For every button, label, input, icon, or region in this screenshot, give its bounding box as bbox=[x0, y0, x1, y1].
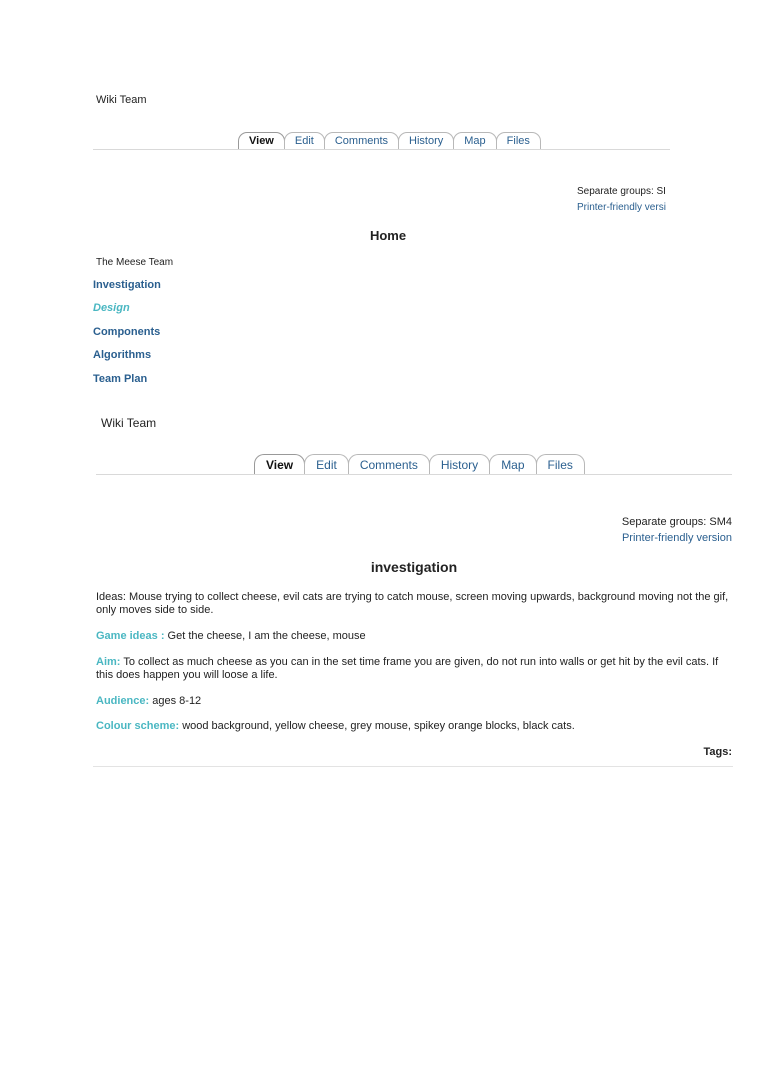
wiki-title: Wiki Team bbox=[96, 94, 147, 106]
colour-scheme-label: Colour scheme: bbox=[96, 720, 180, 732]
colour-scheme-text: wood background, yellow cheese, grey mouse, spikey orange blocks, black cats. bbox=[182, 720, 575, 732]
nav-link-team-plan[interactable]: Team Plan bbox=[93, 373, 148, 385]
nav-link-components[interactable]: Components bbox=[93, 326, 161, 338]
game-ideas-text: Get the cheese, I am the cheese, mouse bbox=[167, 630, 366, 642]
tab-divider bbox=[96, 474, 732, 475]
printer-friendly-link[interactable]: Printer-friendly version bbox=[621, 532, 732, 544]
page-divider bbox=[93, 766, 733, 767]
nav-link-investigation[interactable]: Investigation bbox=[93, 279, 161, 291]
wiki-title: Wiki Team bbox=[101, 416, 157, 430]
wiki-tabs bbox=[254, 454, 584, 475]
separate-groups-text: Separate groups: SI bbox=[577, 186, 666, 197]
nav-link-algorithms[interactable]: Algorithms bbox=[93, 349, 152, 361]
team-name: The Meese Team bbox=[96, 257, 174, 268]
tab-edit[interactable]: Edit bbox=[284, 132, 325, 150]
game-ideas-label: Game ideas : bbox=[96, 630, 165, 642]
tab-comments[interactable]: Comments bbox=[324, 132, 399, 150]
aim-label: Aim: bbox=[96, 656, 121, 668]
aim-paragraph bbox=[96, 656, 736, 682]
colour-scheme-paragraph bbox=[96, 720, 736, 733]
nav-link-design[interactable]: Design bbox=[93, 302, 130, 314]
audience-label: Audience: bbox=[96, 695, 150, 707]
aim-text: To collect as much cheese as you can in the set time frame you are given, do not run into walls or get hit by the evil cats. If this does happen you will loose a life. bbox=[96, 656, 719, 681]
page-title: investigation bbox=[370, 559, 458, 575]
tab-files[interactable]: Files bbox=[496, 132, 541, 150]
page-title: Home bbox=[369, 228, 407, 243]
audience-paragraph bbox=[96, 695, 736, 708]
wiki-tabs bbox=[238, 130, 540, 150]
tags-label: Tags: bbox=[703, 746, 732, 758]
tab-history[interactable]: History bbox=[429, 454, 490, 475]
tab-history[interactable]: History bbox=[398, 132, 454, 150]
tab-comments[interactable]: Comments bbox=[348, 454, 430, 475]
game-ideas-paragraph bbox=[96, 630, 736, 643]
audience-text: ages 8-12 bbox=[152, 695, 202, 707]
ideas-text: Mouse trying to collect cheese, evil cats are trying to catch mouse, screen moving upwards, background moving not the gif, only moves side to side. bbox=[96, 591, 729, 616]
tab-view[interactable]: View bbox=[254, 454, 305, 475]
ideas-paragraph bbox=[96, 591, 736, 617]
tab-map[interactable]: Map bbox=[489, 454, 536, 475]
separate-groups-text: Separate groups: SM4 bbox=[621, 516, 732, 528]
tab-divider bbox=[93, 149, 670, 150]
tab-view[interactable]: View bbox=[238, 132, 285, 150]
printer-friendly-link[interactable]: Printer-friendly versi bbox=[577, 202, 666, 213]
tab-map[interactable]: Map bbox=[453, 132, 496, 150]
ideas-label: Ideas: bbox=[96, 591, 126, 603]
tab-files[interactable]: Files bbox=[536, 454, 585, 475]
tab-edit[interactable]: Edit bbox=[304, 454, 349, 475]
